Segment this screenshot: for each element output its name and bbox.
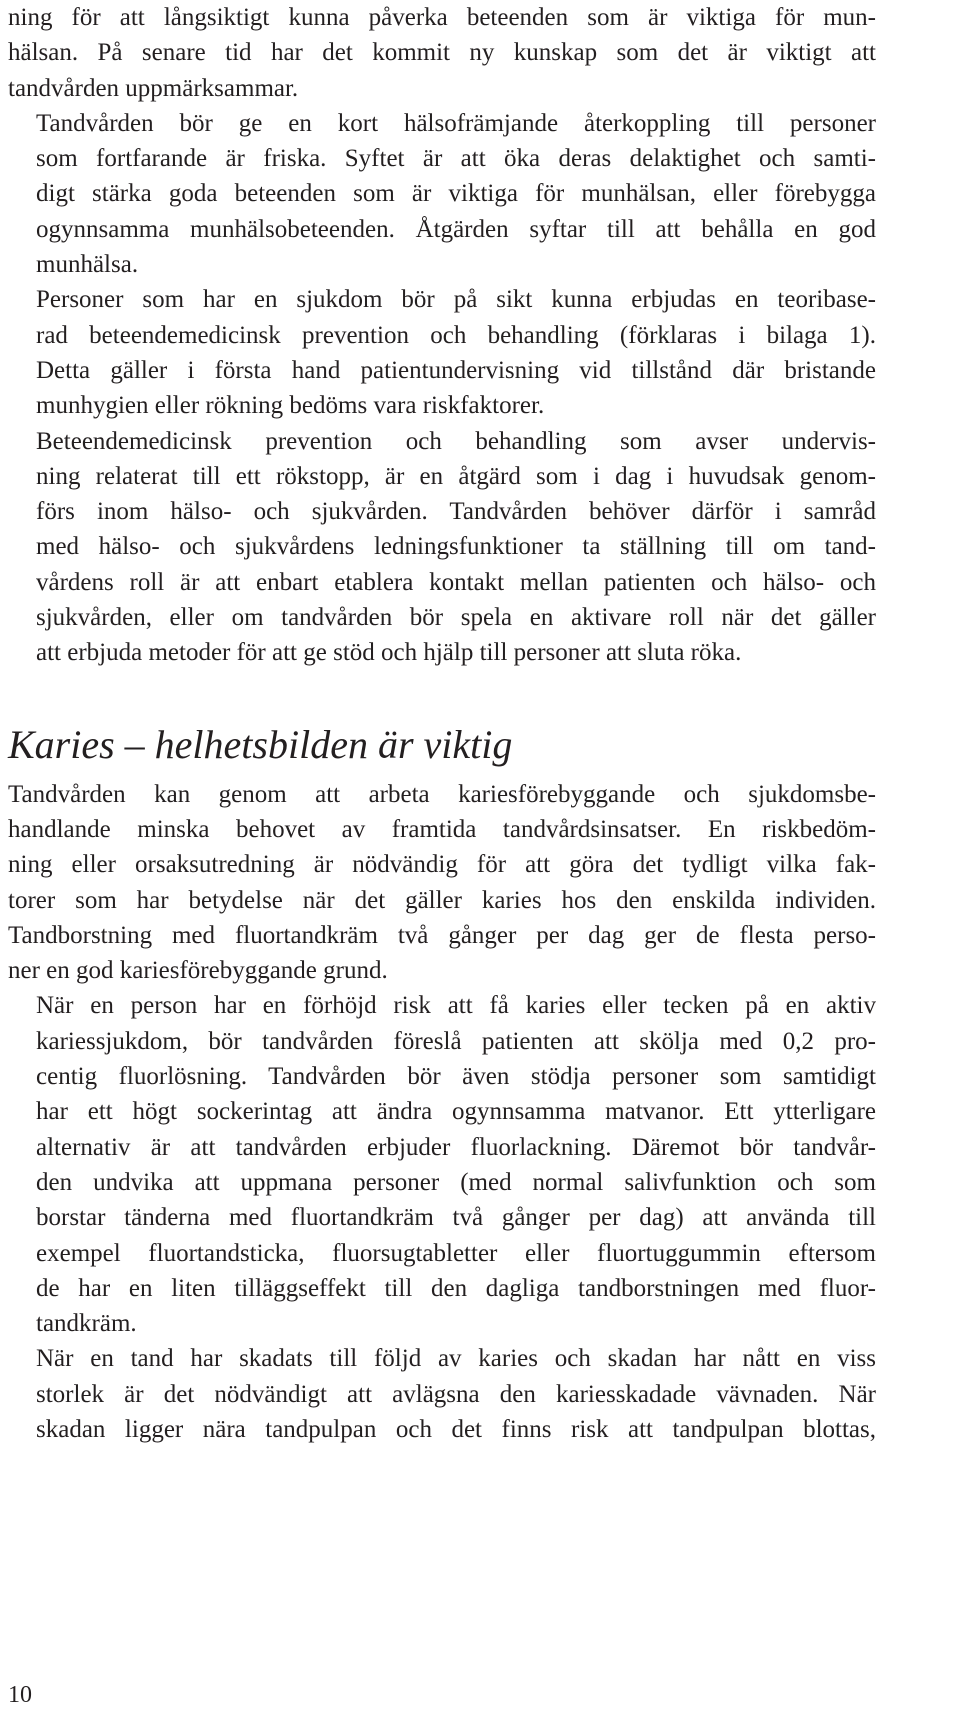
paragraph (8, 0, 876, 106)
text-line: Beteendemedicinsk prevention och behandling som avser undervis- (36, 427, 876, 455)
text-line: alternativ är att tandvården erbjuder fluorlackning. Däremot bör tandvår- (36, 1133, 876, 1161)
text-line: munhygien eller rökning bedöms vara riskfaktorer. (36, 392, 545, 420)
paragraph (8, 1341, 876, 1447)
text-line: förs inom hälso- och sjukvården. Tandvården behöver därför i samråd (36, 498, 876, 526)
text-line: den undvika att uppmana personer (med normal salivfunktion och som (36, 1168, 876, 1196)
section-heading: Karies – helhetsbilden är viktig (8, 721, 513, 767)
text-line: Tandvården kan genom att arbeta kariesförebyggande och sjukdomsbe- (8, 780, 876, 808)
paragraph (8, 424, 876, 671)
text-line: Tandborstning med fluortandkräm två gånger per dag ger de flesta perso- (8, 921, 876, 949)
text-line: att erbjuda metoder för att ge stöd och hjälp till personer att sluta röka. (36, 639, 742, 667)
text-line: som fortfarande är friska. Syftet är att öka deras delaktighet och samti- (36, 145, 876, 173)
text-line: ner en god kariesförebyggande grund. (8, 957, 388, 985)
text-line: munhälsa. (36, 251, 139, 279)
text-line: hälsan. På senare tid har det kommit ny kunskap som det är viktigt att (8, 39, 876, 67)
text-line: ning för att långsiktigt kunna påverka beteenden som är viktiga för mun- (8, 4, 876, 31)
text-line: ogynnsamma munhälsobeteenden. Åtgärden syftar till att behålla en god (36, 215, 876, 243)
text-line: Detta gäller i första hand patientundervisning vid tillstånd där bristande (36, 356, 876, 384)
text-line: torer som har betydelse när det gäller karies hos den enskilda individen. (8, 886, 876, 914)
text-line: Personer som har en sjukdom bör på sikt kunna erbjudas en teoribase- (36, 286, 876, 314)
text-line: tandvården uppmärksammar. (8, 74, 299, 102)
text-line: handlande minska behovet av framtida tandvårdsinsatser. En riskbedöm- (8, 815, 876, 843)
text-line: vårdens roll är att enbart etablera kontakt mellan patienten och hälso- och (36, 568, 876, 596)
paragraph (8, 106, 876, 282)
page-number: 10 (8, 1682, 32, 1708)
paragraph (8, 282, 876, 423)
body-text-bottom (8, 777, 876, 1448)
paragraph (8, 988, 876, 1341)
text-line: ning eller orsaksutredning är nödvändig för att göra det tydligt vilka fak- (8, 851, 876, 879)
text-line: ning relaterat till ett rökstopp, är en åtgärd som i dag i huvudsak genom- (36, 462, 876, 490)
text-line: har ett högt sockerintag att ändra ogynnsamma matvanor. Ett ytterligare (36, 1098, 876, 1126)
text-line: de har en liten tilläggseffekt till den dagliga tandborstningen med fluor- (36, 1274, 876, 1302)
paragraph (8, 777, 876, 989)
text-line: storlek är det nödvändigt att avlägsna den kariesskadade vävnaden. När (36, 1380, 876, 1408)
text-line: När en person har en förhöjd risk att få karies eller tecken på en aktiv (36, 992, 876, 1020)
text-line: exempel fluortandsticka, fluorsugtabletter eller fluortuggummin eftersom (36, 1239, 876, 1267)
body-text-top (8, 0, 876, 671)
text-line: med hälso- och sjukvårdens ledningsfunktioner ta ställning till om tand- (36, 533, 876, 561)
text-line: Tandvården bör ge en kort hälsofrämjande återkoppling till personer (36, 109, 876, 137)
text-line: rad beteendemedicinsk prevention och behandling (förklaras i bilaga 1). (36, 321, 876, 349)
text-line: tandkräm. (36, 1310, 137, 1338)
text-line: sjukvården, eller om tandvården bör spela en aktivare roll när det gäller (36, 604, 876, 632)
document-page (8, 0, 876, 1447)
text-line: digt stärka goda beteenden som är viktiga för munhälsan, eller förebygga (36, 180, 876, 208)
text-line: kariessjukdom, bör tandvården föreslå patienten att skölja med 0,2 pro- (36, 1027, 876, 1055)
text-line: borstar tänderna med fluortandkräm två gånger per dag) att använda till (36, 1204, 876, 1232)
text-line: När en tand har skadats till följd av karies och skadan har nått en viss (36, 1345, 876, 1373)
text-line: skadan ligger nära tandpulpan och det finns risk att tandpulpan blottas, (36, 1415, 876, 1443)
text-line: centig fluorlösning. Tandvården bör även stödja personer som samtidigt (36, 1063, 876, 1091)
